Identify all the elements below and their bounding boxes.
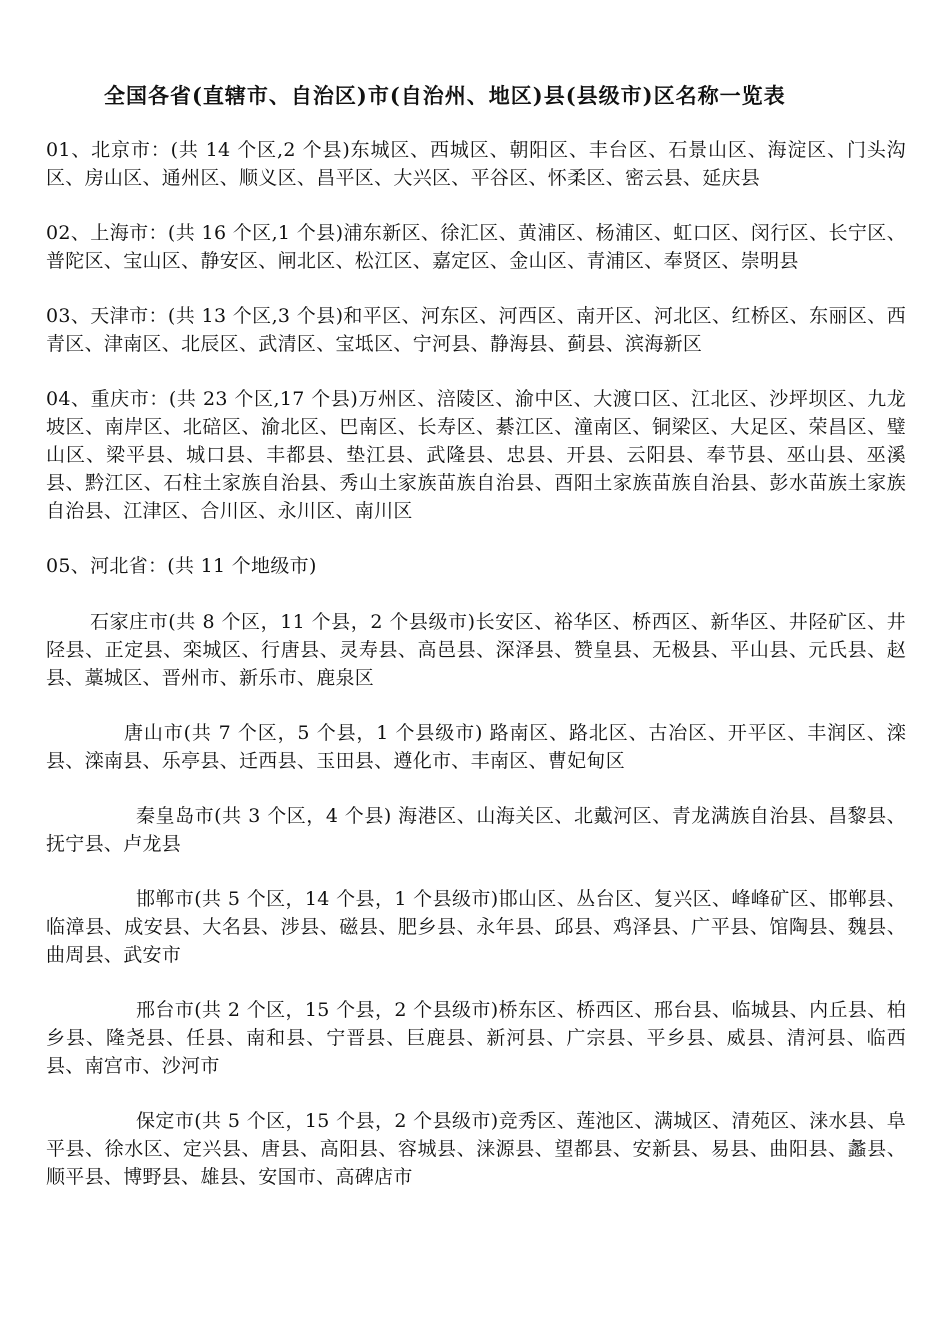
- entry-beijing: 01、北京市：(共 14 个区,2 个县)东城区、西城区、朝阳区、丰台区、石景山区、海淀区、门头沟区、房山区、通州区、顺义区、昌平区、大兴区、平谷区、怀柔区、密云县、延庆县: [46, 139, 906, 189]
- entry-hebei-header: 05、河北省：(共 11 个地级市): [46, 555, 317, 577]
- entry-chongqing: 04、重庆市：(共 23 个区,17 个县)万州区、涪陵区、渝中区、大渡口区、江北区、沙坪坝区、九龙坡区、南岸区、北碚区、渝北区、巴南区、长寿区、綦江区、潼南区、铜梁区、大足区、荣昌区、璧山区、梁平县、城口县、丰都县、垫江县、武隆县、忠县、开县、云阳县、奉节县、巫山县、巫溪县、黔江区、石柱土家族自治县、秀山土家族苗族自治县、酉阳土家族苗族自治县、彭水苗族土家族自治县、江津区、合川区、永川区、南川区: [46, 388, 906, 522]
- entry-shanghai: 02、上海市：(共 16 个区,1 个县)浦东新区、徐汇区、黄浦区、杨浦区、虹口区、闵行区、长宁区、普陀区、宝山区、静安区、闸北区、松江区、嘉定区、金山区、青浦区、奉贤区、崇明县: [46, 222, 906, 272]
- entry-baoding: 保定市(共 5 个区，15 个县，2 个县级市)竞秀区、莲池区、满城区、清苑区、涞水县、阜平县、徐水区、定兴县、唐县、高阳县、容城县、涞源县、望都县、安新县、易县、曲阳县、蠡县、顺平县、博野县、雄县、安国市、高碑店市: [46, 1110, 906, 1188]
- entry-qinhuangdao: 秦皇岛市(共 3 个区，4 个县) 海港区、山海关区、北戴河区、青龙满族自治县、昌黎县、抚宁县、卢龙县: [46, 805, 906, 855]
- entry-shijiazhuang: 石家庄市(共 8 个区，11 个县，2 个县级市)长安区、裕华区、桥西区、新华区、井陉矿区、井陉县、正定县、栾城区、行唐县、灵寿县、高邑县、深泽县、赞皇县、无极县、平山县、元氏县、赵县、藁城区、晋州市、新乐市、鹿泉区: [46, 611, 906, 689]
- entry-tianjin: 03、天津市：(共 13 个区,3 个县)和平区、河东区、河西区、南开区、河北区、红桥区、东丽区、西青区、津南区、北辰区、武清区、宝坻区、宁河县、静海县、蓟县、滨海新区: [46, 305, 906, 355]
- entry-xingtai: 邢台市(共 2 个区，15 个县，2 个县级市)桥东区、桥西区、邢台县、临城县、内丘县、柏乡县、隆尧县、任县、南和县、宁晋县、巨鹿县、新河县、广宗县、平乡县、威县、清河县、临西县、南宫市、沙河市: [46, 999, 906, 1077]
- page-title: 全国各省(直辖市、自治区)市(自治州、地区)县(县级市)区名称一览表: [104, 83, 786, 108]
- entry-handan: 邯郸市(共 5 个区，14 个县，1 个县级市)邯山区、丛台区、复兴区、峰峰矿区、邯郸县、临漳县、成安县、大名县、涉县、磁县、肥乡县、永年县、邱县、鸡泽县、广平县、馆陶县、魏县、曲周县、武安市: [46, 888, 906, 966]
- entry-tangshan: 唐山市(共 7 个区，5 个县，1 个县级市) 路南区、路北区、古冶区、开平区、丰润区、滦县、滦南县、乐亭县、迁西县、玉田县、遵化市、丰南区、曹妃甸区: [46, 722, 906, 772]
